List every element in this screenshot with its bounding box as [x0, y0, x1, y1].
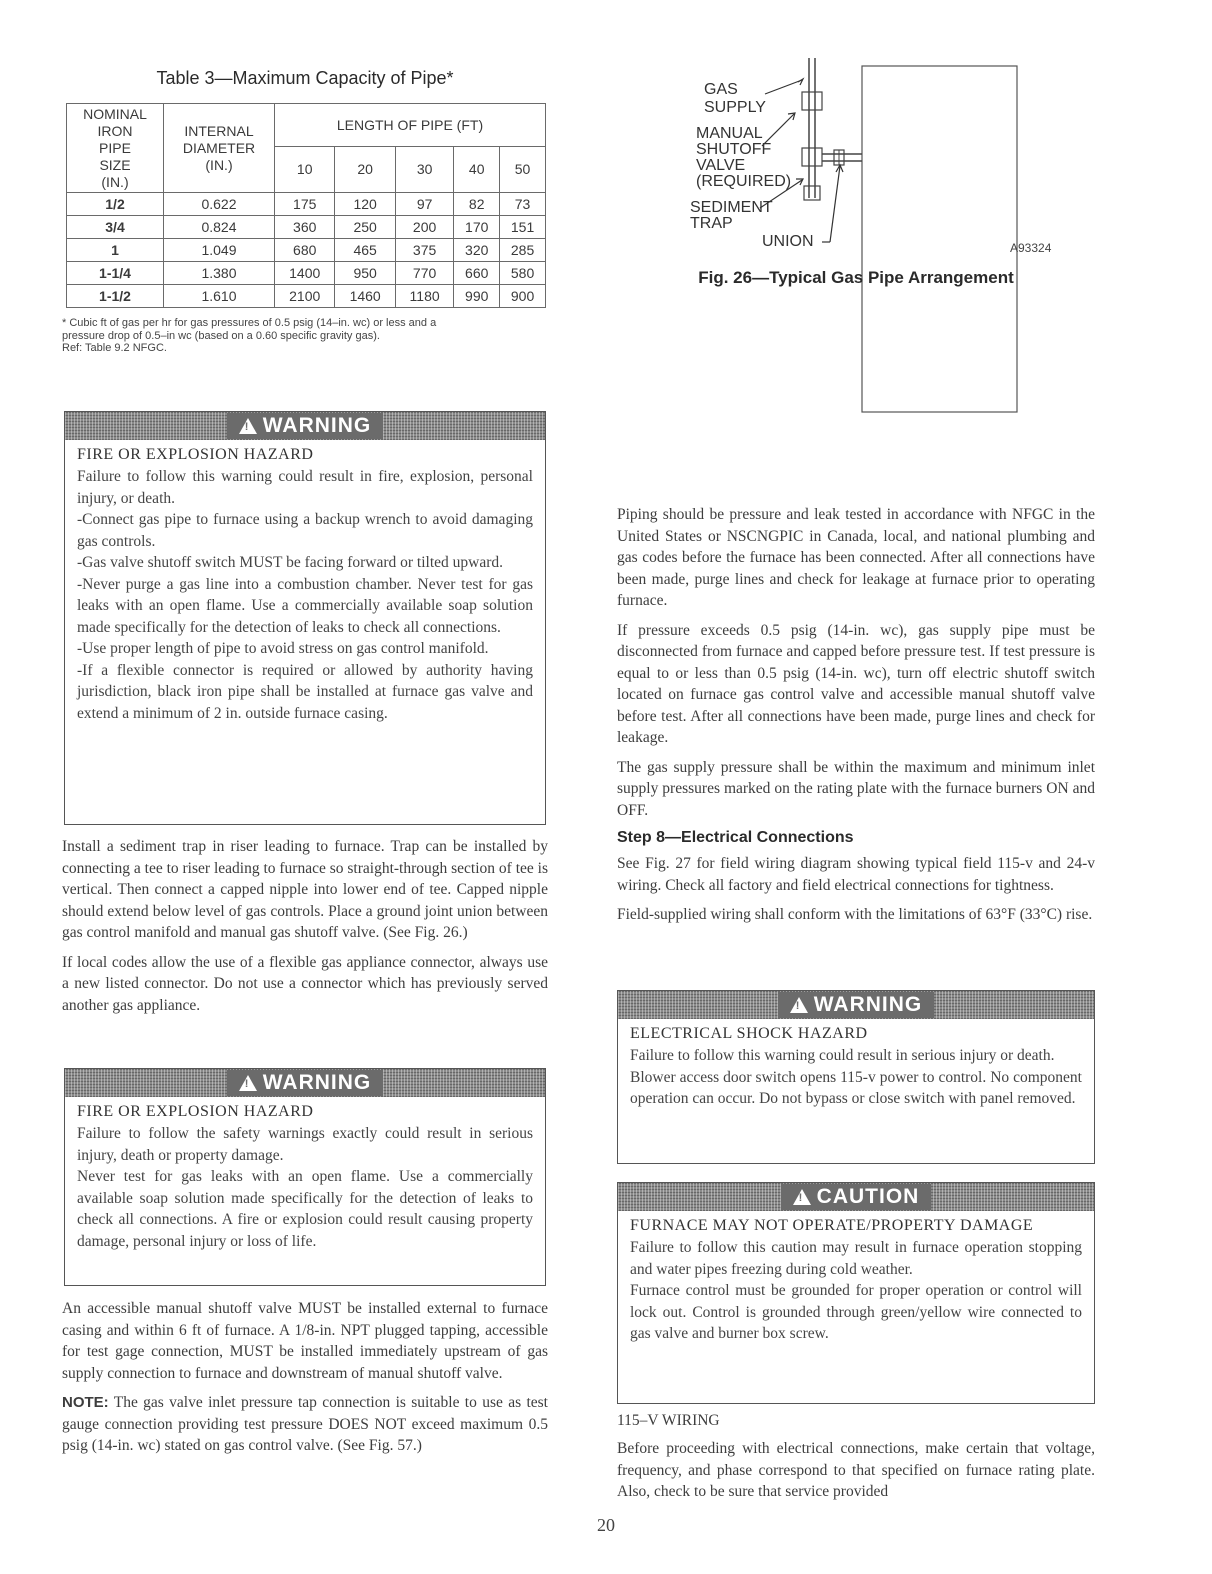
label-gas-supply: GAS — [704, 81, 738, 98]
header-internal-diameter: INTERNAL DIAMETER (IN.) — [164, 104, 275, 193]
svg-text:SHUTOFF: SHUTOFF — [696, 141, 772, 158]
length-header: 30 — [395, 147, 453, 193]
figure-caption: Fig. 26—Typical Gas Pipe Arrangement — [698, 268, 1014, 287]
label-sediment-trap: SEDIMENT — [690, 199, 773, 216]
table-row: 1-1/4 1.380 1400 950 770 660 580 — [67, 262, 546, 285]
warning-triangle-icon: ! — [790, 997, 808, 1013]
paragraph: If local codes allow the use of a flexible gas appliance connector, always use a new listed connector. Do not use a connector which has previously served another gas appliance. — [62, 953, 548, 1014]
warning-heading: FIRE OR EXPLOSION HAZARD — [77, 1103, 314, 1120]
table-title: Table 3—Maximum Capacity of Pipe* — [156, 68, 454, 88]
length-header: 50 — [500, 147, 546, 193]
warning-banner: ! WARNING — [65, 1069, 545, 1097]
warning-banner: ! WARNING — [618, 991, 1094, 1019]
length-header: 20 — [335, 147, 395, 193]
wiring-heading: 115–V WIRING — [617, 1412, 720, 1429]
paragraph: The gas supply pressure shall be within the maximum and minimum inlet supply pressures marked on the rating plate with the furnace burners ON and OFF. — [617, 758, 1095, 819]
page-number: 20 — [597, 1515, 615, 1535]
pipe-capacity-table — [66, 103, 546, 308]
label-manual-valve: MANUAL — [696, 125, 763, 142]
warning-heading: ELECTRICAL SHOCK HAZARD — [630, 1025, 868, 1042]
warning-heading: FIRE OR EXPLOSION HAZARD — [77, 446, 314, 463]
paragraph: Install a sediment trap in riser leading to furnace. Trap can be installed by connecting a tee to riser leading to furnace so straight-through section of tee is vertical. Then connect a capped nipple into lower end of tee. Capped nipple should extend below level of gas controls. Place a ground joint union between gas control manifold and manual gas shutoff valve. (See Fig. 26.) — [62, 838, 548, 941]
warning-triangle-icon: ! — [793, 1189, 811, 1205]
warning-box-fire: ! WARNING FIRE OR EXPLOSION HAZARD Failure to follow this warning could result in fire, explosion, personal injury, or death. -Connect gas pipe to furnace using a backup wrench to avoid damaging gas controls. -Gas valve shutoff switch MUST be facing forward or tilted upward. -Never purge a gas line into a combustion chamber. Never test for gas leaks with an open flame. Use a commercially available soap solution made specifically for the detection of leaks to check all connections. -Use proper length of pipe to avoid stress on gas control manifold. -If a flexible connector is required or allowed by authority having jurisdiction, black iron pipe shall be installed at furnace gas valve and extend a minimum of 2 in. outside furnace casing. — [64, 411, 546, 825]
caution-box: ! CAUTION FURNACE MAY NOT OPERATE/PROPERTY DAMAGE Failure to follow this caution may result in furnace operation stopping and water pipes freezing during cold weather. Furnace control must be grounded for proper operation or control will lock out. Control is grounded through green/yellow wire connected to gas valve and burner box screw. — [617, 1182, 1095, 1404]
furnace-cabinet — [862, 66, 1017, 412]
table-row: 1/2 0.622 175 120 97 82 73 — [67, 193, 546, 216]
table-row: 1-1/2 1.610 2100 1460 1180 990 900 — [67, 285, 546, 308]
paragraph: An accessible manual shutoff valve MUST be installed external to furnace casing and within 6 ft of furnace. A 1/8-in. NPT plugged tapping, accessible for test gage connection, MUST be installed immediately upstream of gas supply connection to furnace and downstream of manual shutoff valve. — [62, 1300, 548, 1382]
warning-banner: ! WARNING — [65, 412, 545, 440]
svg-text:(REQUIRED): (REQUIRED) — [696, 173, 792, 190]
sediment-trap — [804, 186, 820, 200]
figure-code: A93324 — [1010, 241, 1052, 255]
svg-text:TRAP: TRAP — [690, 215, 733, 232]
step-heading: Step 8—Electrical Connections — [617, 829, 854, 846]
table-footnote: * Cubic ft of gas per hr for gas pressures of 0.5 psig (14–in. wc) or less and a pressure drop of 0.5–in wc (based on a 0.60 specific gravity gas). Ref: Table 9.2 NFGC. — [62, 317, 437, 354]
caution-heading: FURNACE MAY NOT OPERATE/PROPERTY DAMAGE — [630, 1217, 1034, 1234]
length-header: 40 — [454, 147, 500, 193]
leader-line — [765, 80, 802, 94]
caution-banner: ! CAUTION — [618, 1183, 1094, 1211]
warning-box-fire-2: ! WARNING FIRE OR EXPLOSION HAZARD Failure to follow the safety warnings exactly could result in serious injury, death or property damage. Never test for gas leaks with an open flame. Use a commercially available soap solution made specifically for the detection of leaks to check all connections. A fire or explosion could result causing property damage, personal injury or loss of life. — [64, 1068, 546, 1286]
note-paragraph: NOTE: The gas valve inlet pressure tap connection is suitable to use as test gauge connection providing test pressure DOES NOT exceed maximum 0.5 psig (14-in. wc) stated on gas control valve. (See Fig. 57.) — [62, 1394, 548, 1454]
paragraph: Piping should be pressure and leak tested in accordance with NFGC in the United States or NSCNGPIC in Canada, local, and national plumbing and gas codes before the furnace has been connected. After all connections have been made, purge lines and check for leakage at furnace prior to operating furnace. — [617, 506, 1095, 609]
paragraph: Field-supplied wiring shall conform with the limitations of 63°F (33°C) rise. — [617, 906, 1093, 923]
tee — [802, 148, 822, 166]
warning-triangle-icon: ! — [239, 418, 257, 434]
paragraph: See Fig. 27 for field wiring diagram showing typical field 115-v and 24-v wiring. Check all factory and field electrical connections for tightness. — [617, 855, 1095, 894]
header-pipe-size: NOMINAL IRON PIPE SIZE (IN.) — [67, 104, 164, 193]
warning-box-electrical: ! WARNING ELECTRICAL SHOCK HAZARD Failure to follow this warning could result in serious injury or death. Blower access door switch opens 115-v power to control. No component operation can occur. Do not bypass or close switch with panel removed. — [617, 990, 1095, 1164]
length-header: 10 — [275, 147, 335, 193]
paragraph: Before proceeding with electrical connections, make certain that voltage, frequency, and phase correspond to that specified on furnace rating plate. Also, check to be sure that service provided — [617, 1440, 1095, 1500]
label-union: UNION — [762, 233, 814, 250]
leader-line — [830, 166, 840, 242]
table-row: 1 1.049 680 465 375 320 285 — [67, 239, 546, 262]
svg-text:VALVE: VALVE — [696, 157, 746, 174]
header-length: LENGTH OF PIPE (FT) — [275, 104, 546, 147]
warning-triangle-icon: ! — [239, 1075, 257, 1091]
svg-text:SUPPLY: SUPPLY — [704, 99, 766, 116]
paragraph: If pressure exceeds 0.5 psig (14-in. wc), gas supply pipe must be disconnected from furnace and capped before pressure test. If test pressure is equal to or less than 0.5 psig (14-in. wc), turn off electric shutoff switch located on furnace gas control valve and accessible manual shutoff valve before test. After all connections have been made, purge lines and check for leakage. — [617, 621, 1095, 746]
table-row: 3/4 0.824 360 250 200 170 151 — [67, 216, 546, 239]
manual-valve — [802, 92, 822, 110]
gas-pipe-figure — [690, 58, 1030, 418]
